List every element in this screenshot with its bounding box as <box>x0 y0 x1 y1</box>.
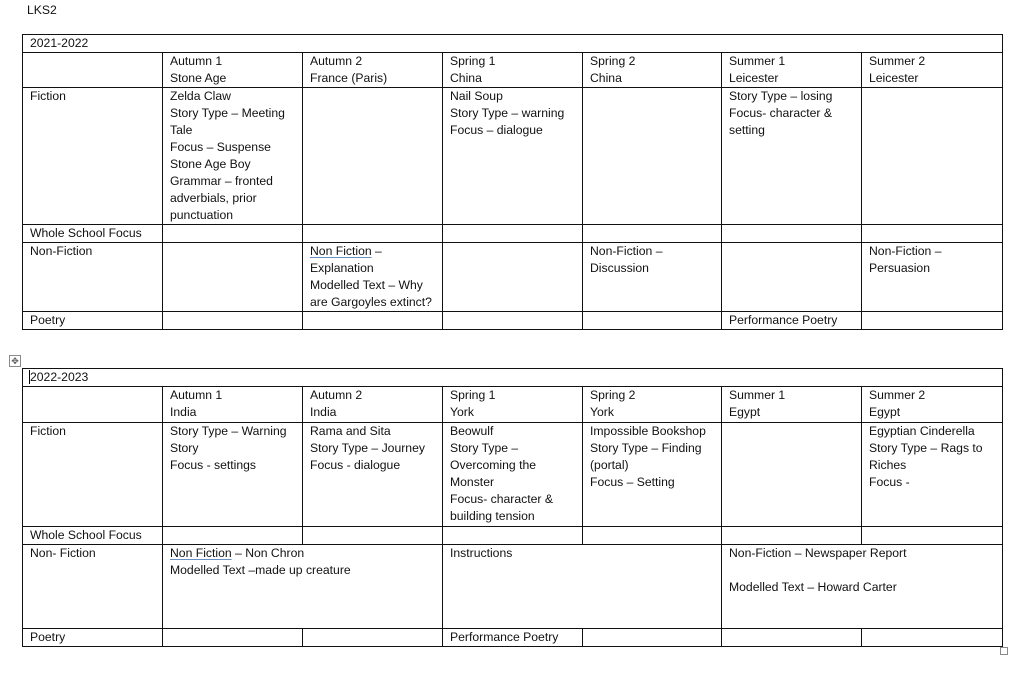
table-cell[interactable] <box>443 527 583 545</box>
corner-cell[interactable] <box>23 53 163 88</box>
term-header-cell[interactable] <box>303 53 443 88</box>
topic-label: Egypt <box>729 405 761 419</box>
table-cell[interactable] <box>163 545 443 629</box>
page-heading: LKS2 <box>27 3 57 17</box>
row-label-whole-school-focus[interactable]: Whole School Focus <box>23 225 163 243</box>
term-label: Spring 1 <box>450 54 496 68</box>
table-cell[interactable] <box>443 243 583 312</box>
row-label-whole-school-focus[interactable]: Whole School Focus <box>23 527 163 545</box>
table-cell[interactable] <box>163 312 303 330</box>
table-cell[interactable]: Performance Poetry <box>443 629 583 647</box>
table-cell[interactable] <box>862 312 1003 330</box>
table-cell[interactable] <box>303 243 443 312</box>
table-cell[interactable]: Egyptian Cinderella Story Type – Rags to Riches Focus - <box>862 423 1003 527</box>
term-header-cell[interactable] <box>722 53 862 88</box>
topic-label: York <box>590 405 614 419</box>
table-cell[interactable]: Non-Fiction – Discussion <box>583 243 722 312</box>
table-cell[interactable] <box>583 527 722 545</box>
table-cell[interactable] <box>303 312 443 330</box>
topic-label: France (Paris) <box>310 71 388 85</box>
table-cell[interactable]: Rama and Sita Story Type – Journey Focus - dialogue <box>303 423 443 527</box>
term-label: Summer 2 <box>869 54 926 68</box>
row-label-fiction[interactable]: Fiction <box>23 423 163 527</box>
table-cell[interactable] <box>443 225 583 243</box>
topic-label: Leicester <box>869 71 919 85</box>
topic-label: Stone Age <box>170 71 227 85</box>
table-cell[interactable] <box>722 629 862 647</box>
term-label: Summer 2 <box>869 388 926 402</box>
term-header-cell[interactable] <box>443 53 583 88</box>
table-cell[interactable] <box>862 88 1003 225</box>
cell-text: – Explanation Modelled Text – Why are Gargoyles extinct? <box>310 244 432 309</box>
term-header-cell[interactable] <box>862 53 1003 88</box>
term-header-cell[interactable] <box>443 387 583 423</box>
table-cell[interactable] <box>303 527 443 545</box>
table-cell[interactable] <box>862 225 1003 243</box>
table-cell[interactable]: Non-Fiction – Newspaper Report Modelled Text – Howard Carter <box>722 545 1003 629</box>
term-label: Autumn 1 <box>170 388 223 402</box>
term-header-cell[interactable] <box>583 387 722 423</box>
table-cell[interactable] <box>303 629 443 647</box>
table-cell[interactable]: Impossible Bookshop Story Type – Finding (portal) Focus – Setting <box>583 423 722 527</box>
term-label: Summer 1 <box>729 54 786 68</box>
table-cell[interactable]: Story Type – Warning Story Focus - settings <box>163 423 303 527</box>
term-label: Autumn 1 <box>170 54 223 68</box>
table-cell[interactable] <box>862 527 1003 545</box>
table-move-handle-icon[interactable]: ✥ <box>9 355 21 367</box>
table-cell[interactable] <box>163 629 303 647</box>
curriculum-table-2021-2022 <box>22 34 1003 330</box>
table-cell[interactable]: Zelda Claw Story Type – Meeting Tale Focus – Suspense Stone Age Boy Grammar – fronted adverbials, prior punctuation <box>163 88 303 225</box>
table-cell[interactable]: Instructions <box>443 545 722 629</box>
topic-label: York <box>450 405 474 419</box>
term-label: Autumn 2 <box>310 54 363 68</box>
term-label: Spring 1 <box>450 388 496 402</box>
term-header-cell[interactable] <box>583 53 722 88</box>
table-cell[interactable] <box>583 629 722 647</box>
topic-label: India <box>170 405 197 419</box>
table-cell[interactable]: Non-Fiction – Persuasion <box>862 243 1003 312</box>
corner-cell[interactable] <box>23 387 163 423</box>
table-resize-handle[interactable] <box>1000 647 1008 655</box>
topic-label: India <box>310 405 337 419</box>
curriculum-table-2022-2023 <box>22 368 1003 647</box>
year-cell[interactable]: 2021-2022 <box>23 35 1003 53</box>
non-fiction-link[interactable]: Non Fiction <box>310 244 372 258</box>
term-label: Summer 1 <box>729 388 786 402</box>
table-cell[interactable] <box>163 243 303 312</box>
row-label-poetry[interactable]: Poetry <box>23 629 163 647</box>
table-cell[interactable]: Performance Poetry <box>722 312 862 330</box>
non-fiction-link[interactable]: Non Fiction <box>170 546 232 560</box>
row-label-fiction[interactable]: Fiction <box>23 88 163 225</box>
table-cell[interactable] <box>583 88 722 225</box>
table-cell[interactable] <box>862 629 1003 647</box>
topic-label: Egypt <box>869 405 901 419</box>
table-cell[interactable] <box>722 527 862 545</box>
table-cell[interactable]: Story Type – losing Focus- character & setting <box>722 88 862 225</box>
term-header-cell[interactable] <box>163 387 303 423</box>
table-cell[interactable] <box>583 225 722 243</box>
term-label: Spring 2 <box>590 54 636 68</box>
year-cell[interactable]: 2022-2023 <box>23 369 1003 387</box>
table-cell[interactable] <box>722 225 862 243</box>
topic-label: China <box>590 71 622 85</box>
term-header-cell[interactable] <box>862 387 1003 423</box>
table-cell[interactable] <box>583 312 722 330</box>
topic-label: China <box>450 71 482 85</box>
row-label-poetry[interactable]: Poetry <box>23 312 163 330</box>
table-cell[interactable] <box>163 225 303 243</box>
table-cell[interactable] <box>303 88 443 225</box>
table-cell[interactable] <box>722 243 862 312</box>
topic-label: Leicester <box>729 71 779 85</box>
term-header-cell[interactable] <box>722 387 862 423</box>
cell-text: – Non Chron Modelled Text –made up creature <box>170 546 351 577</box>
term-header-cell[interactable] <box>303 387 443 423</box>
term-label: Spring 2 <box>590 388 636 402</box>
row-label-non-fiction[interactable]: Non- Fiction <box>23 545 163 629</box>
term-header-cell[interactable] <box>163 53 303 88</box>
table-cell[interactable]: Beowulf Story Type – Overcoming the Monster Focus- character & building tension <box>443 423 583 527</box>
row-label-non-fiction[interactable]: Non-Fiction <box>23 243 163 312</box>
table-cell[interactable]: Nail Soup Story Type – warning Focus – dialogue <box>443 88 583 225</box>
table-cell[interactable] <box>722 423 862 527</box>
table-cell[interactable] <box>303 225 443 243</box>
term-label: Autumn 2 <box>310 388 363 402</box>
table-cell[interactable] <box>443 312 583 330</box>
table-cell[interactable] <box>163 527 303 545</box>
